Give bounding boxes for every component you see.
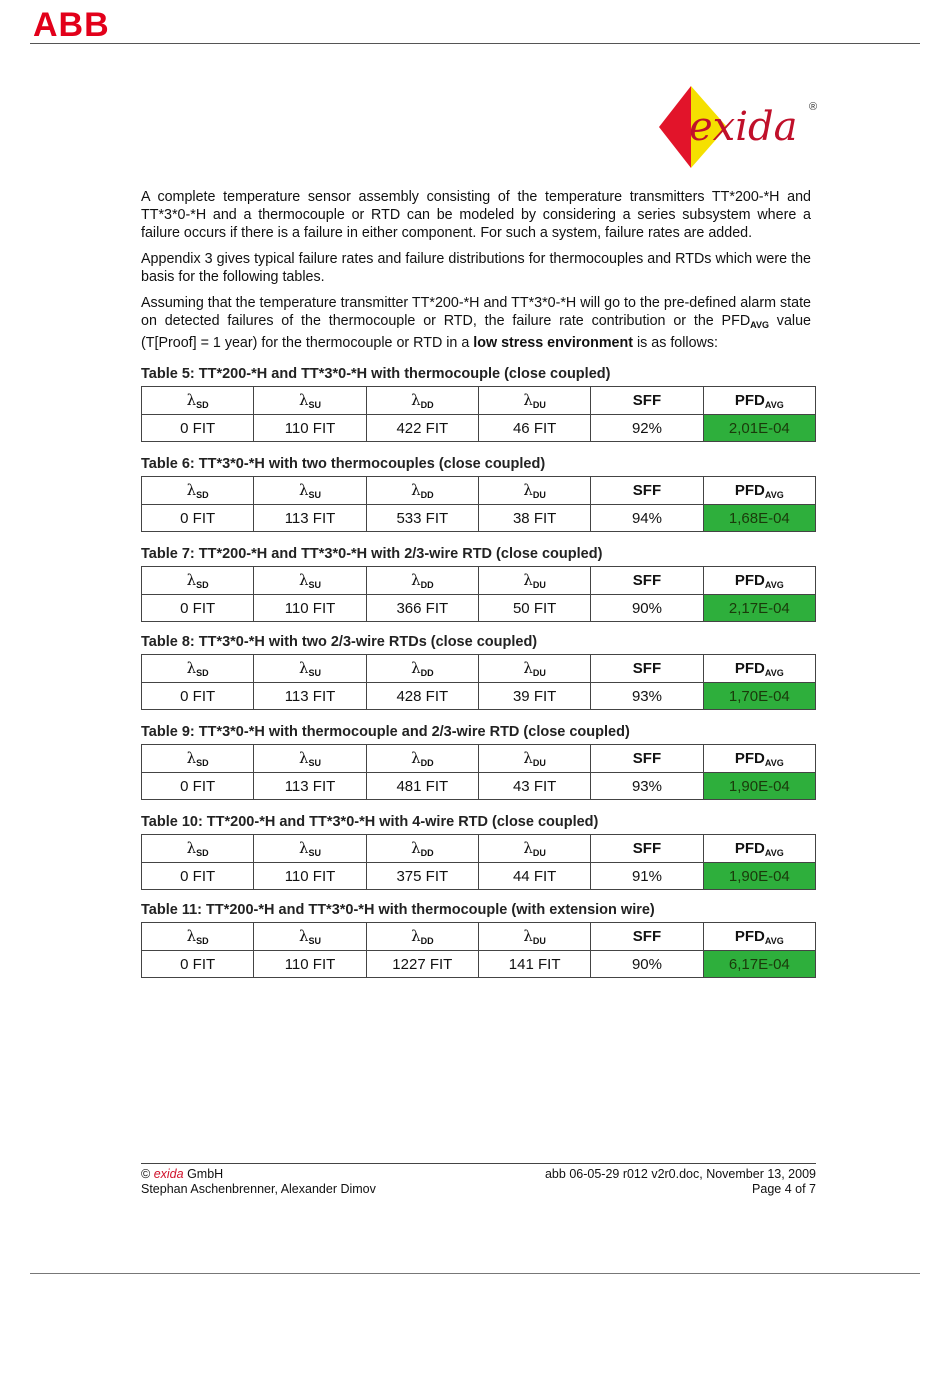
- cell-du: 38 FIT: [478, 505, 590, 532]
- table-row: [142, 951, 816, 978]
- cell-pfd: 1,70E-04: [703, 683, 815, 710]
- table-row: [142, 505, 816, 532]
- abb-logo: ABB: [33, 6, 110, 44]
- header-cell-sff: SFF: [591, 745, 703, 773]
- table-header-row: [142, 835, 816, 863]
- exida-logo-text: exida: [689, 104, 798, 150]
- cell-pfd: 1,68E-04: [703, 505, 815, 532]
- cell-pfd: 1,90E-04: [703, 863, 815, 890]
- header-cell-sff: SFF: [591, 655, 703, 683]
- header-cell-lambda-du: $\lambda_{DU}$: [478, 923, 590, 951]
- header-cell-pfd-avg: $PFD_{AVG}$: [703, 655, 815, 683]
- header-cell-lambda-sd: $\lambda_{SD}$: [142, 387, 254, 415]
- header-cell-lambda-su: $\lambda_{SU}$: [254, 477, 366, 505]
- cell-du: 43 FIT: [478, 773, 590, 800]
- footer-page-number: Page 4 of 7: [752, 1182, 816, 1196]
- exida-logo: [655, 82, 825, 172]
- table-row: [142, 415, 816, 442]
- cell-su: 110 FIT: [254, 863, 366, 890]
- failure-rate-tables: [141, 366, 811, 978]
- table-header-row: [142, 745, 816, 773]
- paragraph-2: Appendix 3 gives typical failure rates and failure distributions for thermocouples and RTDs which were the basis for the following tables.: [141, 251, 811, 285]
- table-row: [142, 595, 816, 622]
- header-divider: [30, 43, 920, 44]
- table-row: [142, 773, 816, 800]
- cell-pfd: 6,17E-04: [703, 951, 815, 978]
- page-footer: [141, 1163, 816, 1196]
- header-cell-sff: SFF: [591, 477, 703, 505]
- table-row: [142, 683, 816, 710]
- cell-su: 110 FIT: [254, 595, 366, 622]
- bottom-divider: [30, 1273, 920, 1274]
- header-cell-lambda-dd: $\lambda_{DD}$: [366, 655, 478, 683]
- table-title: Table 11: TT*200-*H and TT*3*0-*H with thermocouple (with extension wire): [141, 902, 655, 918]
- cell-dd: 428 FIT: [366, 683, 478, 710]
- header-cell-sff: SFF: [591, 835, 703, 863]
- paragraph-3: Assuming that the temperature transmitter TT*200-*H and TT*3*0-*H will go to the pre-defined alarm state on detected failures of the thermocouple or RTD, the failure rate contribution or the $PFD_{AVG}$ value (T[Proof] = 1 year) for the thermocouple or RTD in a low stress environment is as follows:: [141, 295, 811, 351]
- header-cell-lambda-su: $\lambda_{SU}$: [254, 387, 366, 415]
- cell-sff: 90%: [591, 595, 703, 622]
- table-title: Table 6: TT*3*0-*H with two thermocouples (close coupled): [141, 456, 546, 472]
- cell-su: 110 FIT: [254, 415, 366, 442]
- cell-sd: 0 FIT: [142, 863, 254, 890]
- table-block: [141, 546, 811, 622]
- cell-dd: 375 FIT: [366, 863, 478, 890]
- header-cell-lambda-sd: $\lambda_{SD}$: [142, 655, 254, 683]
- footer-authors: Stephan Aschenbrenner, Alexander Dimov: [141, 1182, 376, 1196]
- header-cell-lambda-su: $\lambda_{SU}$: [254, 655, 366, 683]
- header-cell-lambda-sd: $\lambda_{SD}$: [142, 567, 254, 595]
- header-cell-lambda-sd: $\lambda_{SD}$: [142, 745, 254, 773]
- cell-sff: 93%: [591, 773, 703, 800]
- footer-right: [545, 1167, 816, 1197]
- footer-copyright: © exida GmbH: [141, 1167, 224, 1181]
- cell-sff: 92%: [591, 415, 703, 442]
- cell-sd: 0 FIT: [142, 505, 254, 532]
- failure-rate-table: [141, 566, 816, 622]
- header-cell-lambda-du: $\lambda_{DU}$: [478, 477, 590, 505]
- cell-du: 141 FIT: [478, 951, 590, 978]
- table-header-row: [142, 477, 816, 505]
- exida-logo-red-triangle: [659, 86, 691, 168]
- header-cell-lambda-dd: $\lambda_{DD}$: [366, 745, 478, 773]
- failure-rate-table: [141, 834, 816, 890]
- header-cell-lambda-su: $\lambda_{SU}$: [254, 835, 366, 863]
- cell-su: 113 FIT: [254, 683, 366, 710]
- cell-sd: 0 FIT: [142, 683, 254, 710]
- cell-dd: 533 FIT: [366, 505, 478, 532]
- cell-sd: 0 FIT: [142, 951, 254, 978]
- header-cell-lambda-dd: $\lambda_{DD}$: [366, 567, 478, 595]
- header-cell-lambda-dd: $\lambda_{DD}$: [366, 923, 478, 951]
- header-cell-pfd-avg: $PFD_{AVG}$: [703, 835, 815, 863]
- cell-su: 110 FIT: [254, 951, 366, 978]
- cell-sff: 93%: [591, 683, 703, 710]
- header-cell-lambda-dd: $\lambda_{DD}$: [366, 477, 478, 505]
- header-cell-lambda-du: $\lambda_{DU}$: [478, 387, 590, 415]
- failure-rate-table: [141, 654, 816, 710]
- cell-du: 44 FIT: [478, 863, 590, 890]
- cell-sff: 91%: [591, 863, 703, 890]
- failure-rate-table: [141, 476, 816, 532]
- header-cell-lambda-sd: $\lambda_{SD}$: [142, 477, 254, 505]
- header-cell-lambda-du: $\lambda_{DU}$: [478, 745, 590, 773]
- header-cell-lambda-dd: $\lambda_{DD}$: [366, 387, 478, 415]
- table-header-row: [142, 387, 816, 415]
- header-cell-sff: SFF: [591, 567, 703, 595]
- header-cell-pfd-avg: $PFD_{AVG}$: [703, 387, 815, 415]
- table-block: [141, 634, 811, 710]
- header-cell-sff: SFF: [591, 923, 703, 951]
- header-cell-lambda-du: $\lambda_{DU}$: [478, 835, 590, 863]
- header-cell-lambda-su: $\lambda_{SU}$: [254, 745, 366, 773]
- table-title: Table 7: TT*200-*H and TT*3*0-*H with 2/3-wire RTD (close coupled): [141, 546, 603, 562]
- table-block: [141, 456, 811, 532]
- table-block: [141, 724, 811, 800]
- cell-pfd: 2,01E-04: [703, 415, 815, 442]
- cell-sd: 0 FIT: [142, 773, 254, 800]
- paragraph-1: A complete temperature sensor assembly consisting of the temperature transmitters TT*200-*H and TT*3*0-*H and a thermocouple or RTD can be modeled by considering a series subsystem where a failure occurs if there is a failure in either component. For such a system, failure rates are added.: [141, 189, 811, 241]
- cell-sff: 94%: [591, 505, 703, 532]
- table-block: [141, 902, 811, 978]
- cell-pfd: 2,17E-04: [703, 595, 815, 622]
- footer-left: [141, 1167, 376, 1197]
- table-header-row: [142, 655, 816, 683]
- header-cell-sff: SFF: [591, 387, 703, 415]
- header-cell-pfd-avg: $PFD_{AVG}$: [703, 567, 815, 595]
- failure-rate-table: [141, 386, 816, 442]
- cell-pfd: 1,90E-04: [703, 773, 815, 800]
- header-cell-lambda-su: $\lambda_{SU}$: [254, 567, 366, 595]
- cell-su: 113 FIT: [254, 773, 366, 800]
- table-header-row: [142, 923, 816, 951]
- header-cell-lambda-du: $\lambda_{DU}$: [478, 567, 590, 595]
- header-cell-pfd-avg: $PFD_{AVG}$: [703, 923, 815, 951]
- header-cell-pfd-avg: $PFD_{AVG}$: [703, 477, 815, 505]
- document-body: [141, 188, 811, 978]
- table-block: [141, 814, 811, 890]
- table-title: Table 8: TT*3*0-*H with two 2/3-wire RTDs (close coupled): [141, 634, 538, 650]
- cell-dd: 366 FIT: [366, 595, 478, 622]
- cell-sd: 0 FIT: [142, 415, 254, 442]
- cell-sd: 0 FIT: [142, 595, 254, 622]
- cell-du: 50 FIT: [478, 595, 590, 622]
- cell-du: 46 FIT: [478, 415, 590, 442]
- header-cell-lambda-sd: $\lambda_{SD}$: [142, 923, 254, 951]
- failure-rate-table: [141, 922, 816, 978]
- table-block: [141, 366, 811, 442]
- cell-du: 39 FIT: [478, 683, 590, 710]
- cell-dd: 481 FIT: [366, 773, 478, 800]
- table-row: [142, 863, 816, 890]
- registered-mark: ®: [809, 101, 818, 113]
- table-header-row: [142, 567, 816, 595]
- header-cell-pfd-avg: $PFD_{AVG}$: [703, 745, 815, 773]
- header-cell-lambda-du: $\lambda_{DU}$: [478, 655, 590, 683]
- table-title: Table 10: TT*200-*H and TT*3*0-*H with 4-wire RTD (close coupled): [141, 814, 599, 830]
- failure-rate-table: [141, 744, 816, 800]
- cell-dd: 422 FIT: [366, 415, 478, 442]
- footer-document-name: abb 06-05-29 r012 v2r0.doc, November 13, 2009: [544, 1167, 816, 1181]
- table-title: Table 9: TT*3*0-*H with thermocouple and 2/3-wire RTD (close coupled): [141, 724, 630, 740]
- header-cell-lambda-sd: $\lambda_{SD}$: [142, 835, 254, 863]
- header-cell-lambda-su: $\lambda_{SU}$: [254, 923, 366, 951]
- cell-dd: 1227 FIT: [366, 951, 478, 978]
- table-title: Table 5: TT*200-*H and TT*3*0-*H with thermocouple (close coupled): [141, 366, 611, 382]
- header-cell-lambda-dd: $\lambda_{DD}$: [366, 835, 478, 863]
- cell-su: 113 FIT: [254, 505, 366, 532]
- cell-sff: 90%: [591, 951, 703, 978]
